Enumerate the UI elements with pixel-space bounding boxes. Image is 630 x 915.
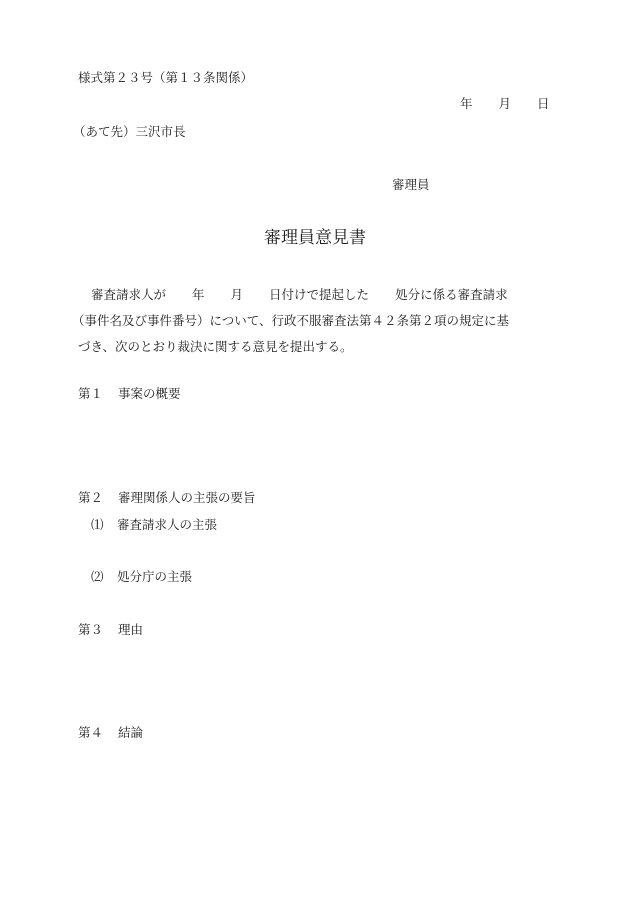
section-3-heading: 第３ 理由 bbox=[78, 622, 144, 637]
document-title: 審理員意見書 bbox=[264, 228, 366, 248]
subsection-1-heading: ⑴ 審査請求人の主張 bbox=[91, 517, 218, 532]
body-line-3: づき、次のとおり裁決に関する意見を提出する。 bbox=[78, 339, 353, 354]
date-line bbox=[460, 98, 550, 111]
form-number: 様式第２３号（第１３条関係） bbox=[78, 70, 254, 85]
subsection-2-heading: ⑵ 処分庁の主張 bbox=[91, 569, 193, 584]
body-line-1: 審査請求人が 年 月 日付けで提起した 処分に係る審査請求 bbox=[91, 287, 508, 302]
addressee: （あて先）三沢市長 bbox=[73, 124, 186, 139]
section-4-heading: 第４ 結論 bbox=[78, 725, 144, 740]
date-month: 月 bbox=[498, 96, 512, 111]
section-1-heading: 第１ 事案の概要 bbox=[78, 386, 181, 401]
section-2-heading: 第２ 審理関係人の主張の要旨 bbox=[78, 490, 256, 505]
body-line-2: （事件名及び事件番号）について、行政不服審査法第４２条第２項の規定に基 bbox=[72, 313, 510, 328]
date-year: 年 bbox=[460, 96, 473, 111]
date-day: 日 bbox=[537, 96, 550, 111]
examiner-label: 審理員 bbox=[392, 177, 430, 192]
body-paragraph bbox=[72, 282, 510, 360]
